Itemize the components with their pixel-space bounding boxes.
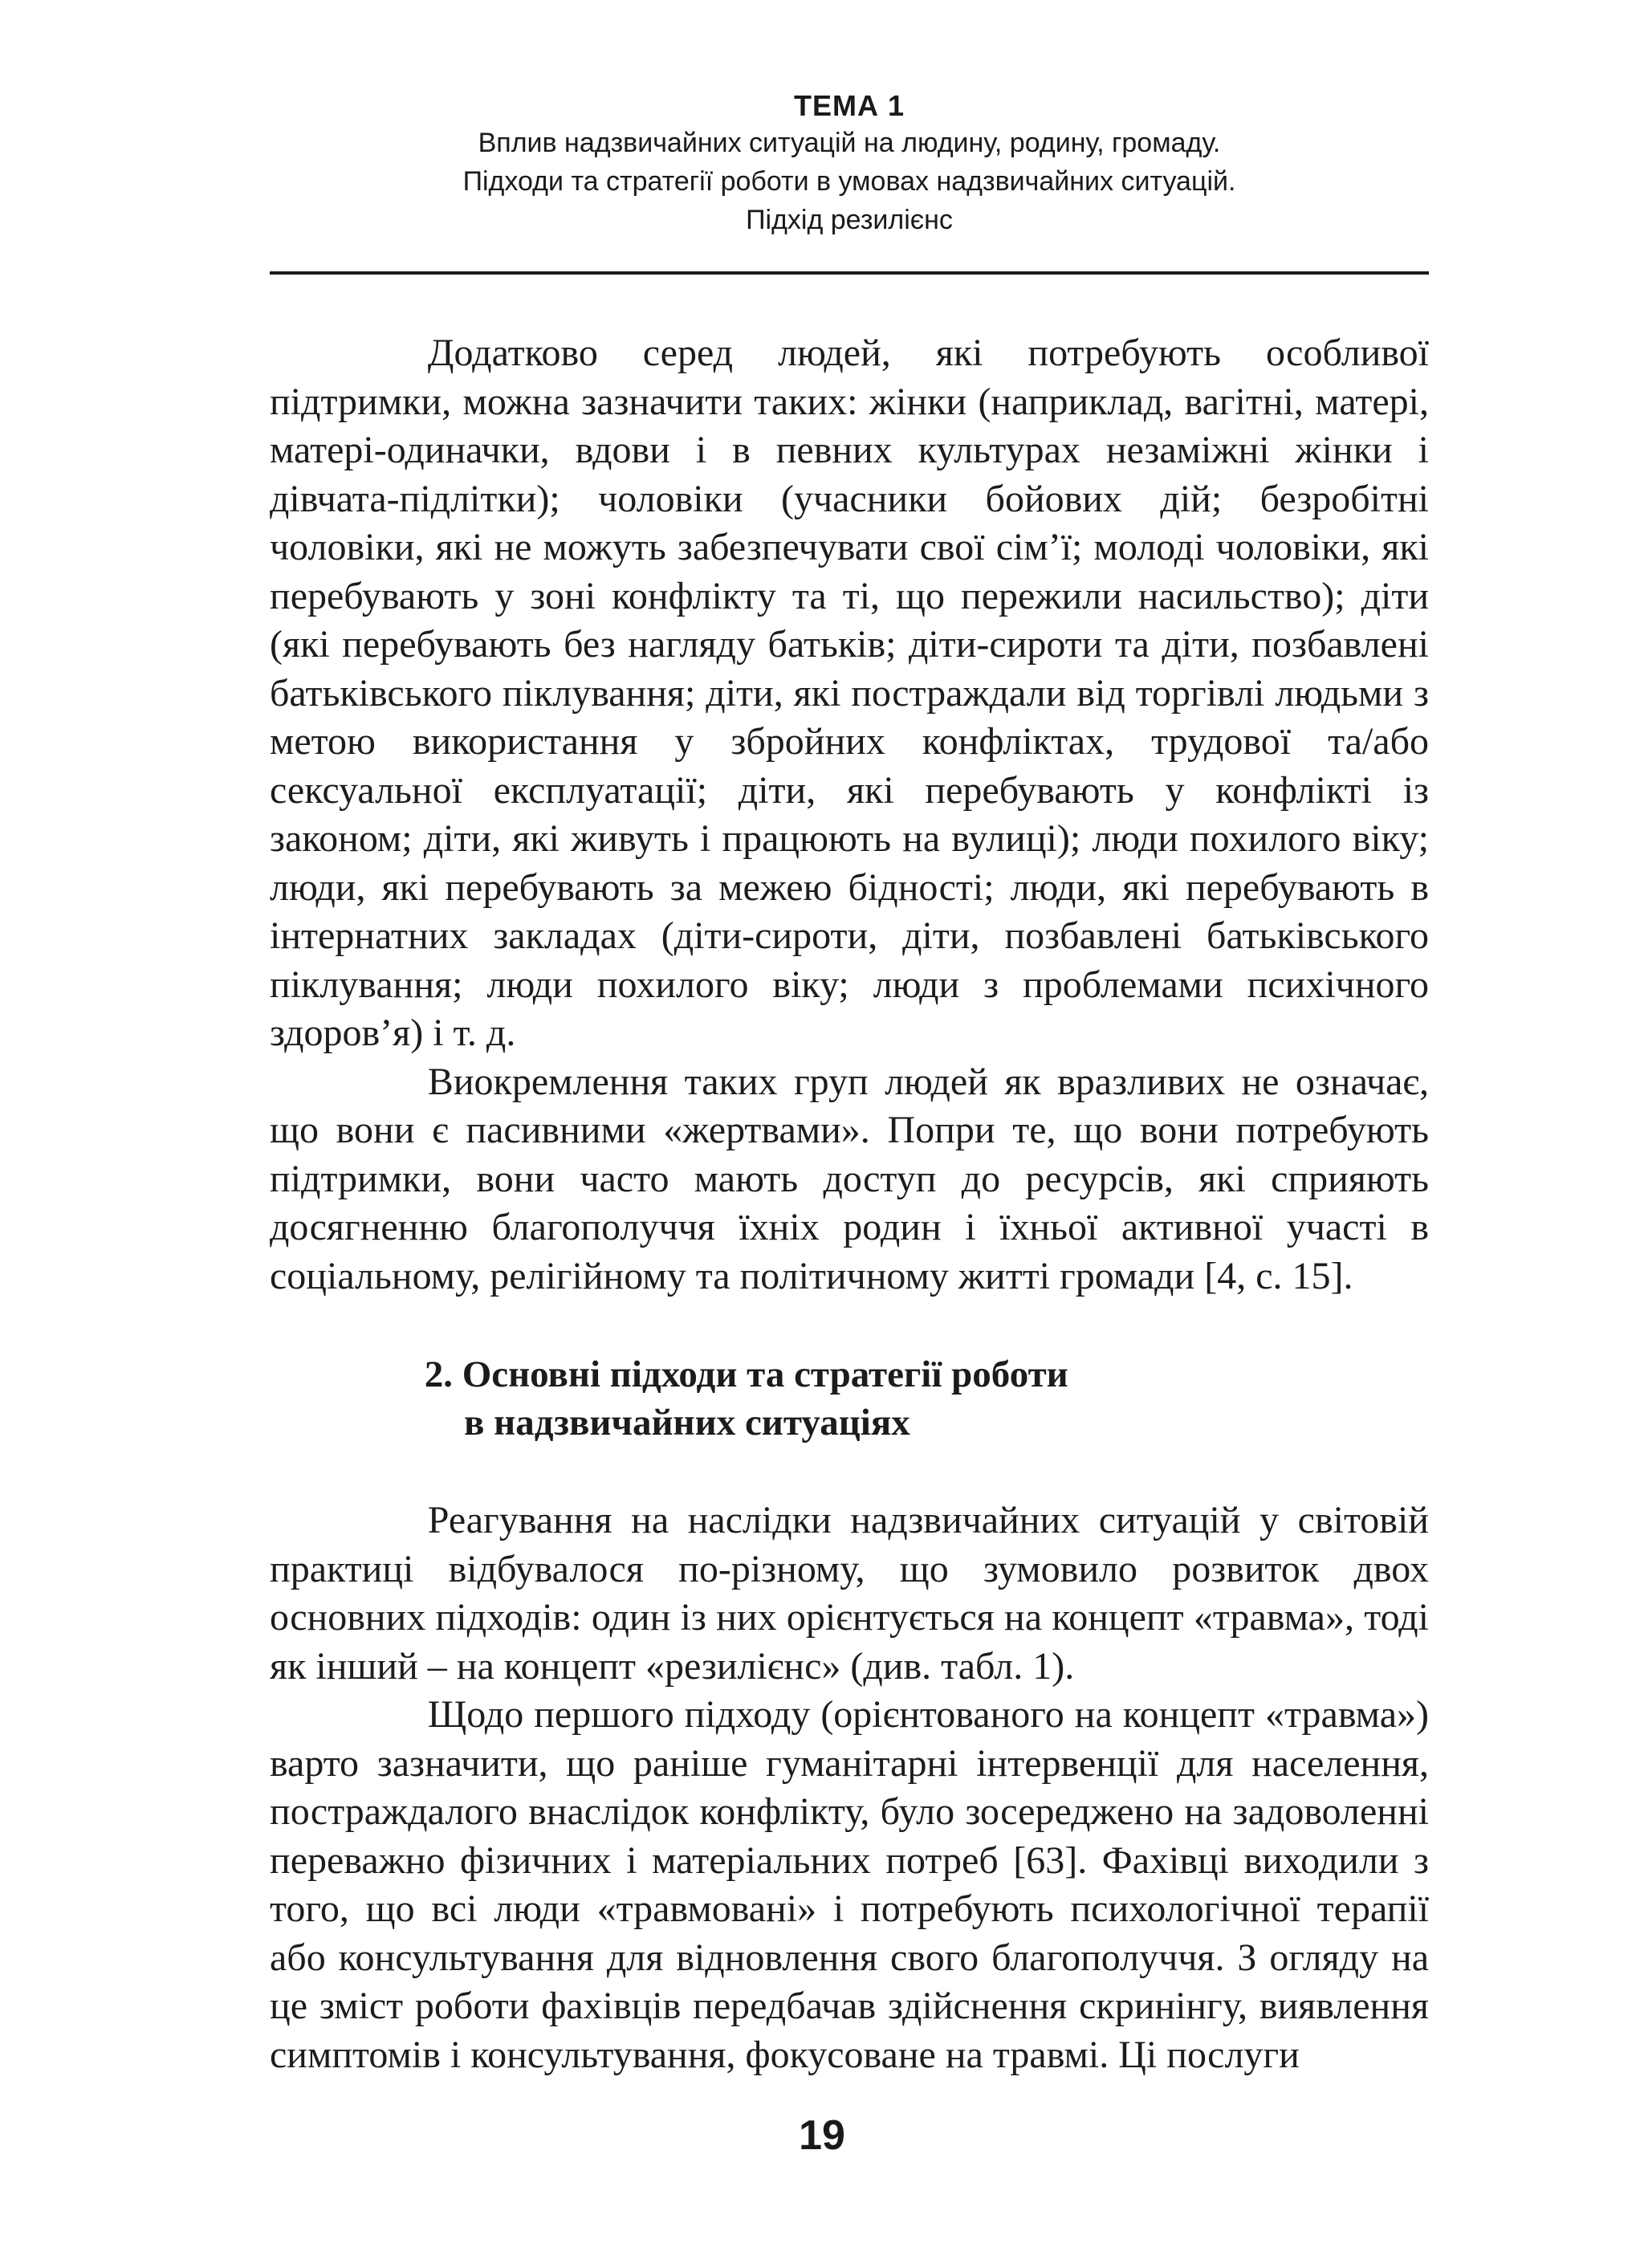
- section-heading: [270, 1350, 1429, 1447]
- paragraph: Додатково серед людей, які потребують особливої підтримки, можна зазначити таких: жінки (наприклад, вагітні, матері, матері-одиначки, вдови і в певних культурах незаміжні жінки і дівчата-підлітки); чоловіки (учасники бойових дій; безробітні чоловіки, які не можуть забезпечувати свої сім’ї; молоді чоловіки, які перебувають у зоні конфлікту та ті, що пережили насильство); діти (які перебувають без нагляду батьків; діти-сироти та діти, позбавлені батьківського піклування; діти, які постраждали від торгівлі людьми з метою використання у збройних конфліктах, трудової та/або сексуальної експлуатації; діти, які перебувають у конфлікті із законом; діти, які живуть і працюють на вулиці); люди похилого віку; люди, які перебувають за межею бідності; люди, які перебувають в інтернатних закладах (діти-сироти, діти, позбавлені батьківського піклування; люди похилого віку; люди з проблемами психічного здоров’я) і т. д.: [270, 332, 1429, 1054]
- paragraph: Реагування на наслідки надзвичайних ситуацій у світовій практиці відбувалося по-різному, що зумовило розвиток двох основних підходів: один із них орієнтується на концепт «травма», тоді як інший – на концепт «резилієнс» (див. табл. 1).: [270, 1499, 1429, 1688]
- paragraph: Щодо першого підходу (орієнтованого на концепт «травма») варто зазначити, що раніше гуманітарні інтервенції для населення, постраждалого внаслідок конфлікту, було зосереджено на задоволенні переважно фізичних і матеріальних потреб [63]. Фахівці виходили з того, що всі люди «травмовані» і потребують психологічної терапії або консультування для відновлення свого благополуччя. З огляду на це зміст роботи фахівців передбачав здійснення скринінгу, виявлення симптомів і консультування, фокусоване на травмі. Ці послуги: [270, 1693, 1429, 2076]
- running-header: [270, 88, 1429, 239]
- paragraph: Виокремлення таких груп людей як вразливих не означає, що вони є пасивними «жертвами». Попри те, що вони потребують підтримки, вони часто мають доступ до ресурсів, які сприяють досягненню благополуччя їхніх родин і їхньої активної участі в соціальному, релігійному та політичному житті громади [4, с. 15].: [270, 1060, 1429, 1297]
- section-heading-line-2: в надзвичайних ситуаціях: [464, 1402, 910, 1443]
- section-heading-line-1: 2. Основні підходи та стратегії роботи: [424, 1354, 1068, 1395]
- body-text: [270, 329, 1429, 2079]
- topic-label: ТЕМА 1: [793, 89, 905, 122]
- page-number: 19: [799, 2112, 845, 2159]
- header-line-3: Підхід резилієнс: [746, 205, 953, 235]
- header-divider: [270, 271, 1429, 275]
- header-line-1: Вплив надзвичайних ситуацій на людину, родину, громаду.: [478, 128, 1221, 158]
- header-line-2: Підходи та стратегії роботи в умовах надзвичайних ситуацій.: [462, 166, 1236, 197]
